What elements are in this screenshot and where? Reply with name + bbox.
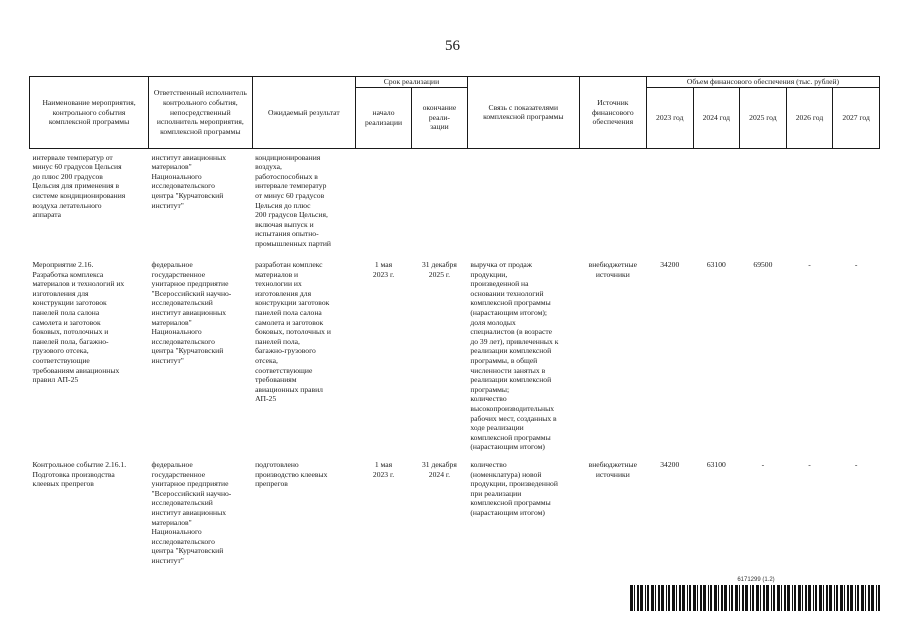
table-row bbox=[30, 456, 880, 570]
row-end: 31 декабря 2025 г. bbox=[422, 260, 457, 279]
row-link bbox=[467, 148, 579, 256]
row-start: 1 мая 2023 г. bbox=[372, 260, 395, 279]
header-year-2026: 2026 год bbox=[786, 87, 833, 148]
row-result: кондиционирования воздуха, работоспособных в интервале температур от минус 60 градусов Цельсия до плюс 200 градусов Цельсия, включая выпуск и испытания опытно- промышленных партий bbox=[255, 152, 331, 248]
row-responsible: федеральное государственное унитарное предприятие "Всероссийский научно- исследовательский институт авиационных материалов" Национального исследовательского центра "Курчатовский институт" bbox=[151, 260, 232, 366]
row-responsible: институт авиационных материалов" Национального исследовательского центра "Курчатовский институт" bbox=[151, 152, 227, 210]
header-year-2025: 2025 год bbox=[740, 87, 787, 148]
row-end: 31 декабря 2024 г. bbox=[422, 459, 457, 479]
header-end: окончание реали- зации bbox=[411, 87, 467, 148]
row-2026: - bbox=[808, 260, 811, 270]
row-2025: 69500 bbox=[753, 260, 773, 270]
header-responsible: Ответственный исполнитель контрольного события, непосредственный исполнитель мероприятия, комплексной программы bbox=[149, 77, 253, 149]
program-table bbox=[29, 76, 880, 570]
row-result: подготовлено производство клеевых препрегов bbox=[255, 459, 328, 489]
row-name: Контрольное событие 2.16.1. Подготовка производства клеевых препрегов bbox=[32, 459, 127, 489]
row-2023 bbox=[646, 148, 693, 256]
table-row bbox=[30, 256, 880, 456]
row-source bbox=[579, 148, 646, 256]
header-result: Ожидаемый результат bbox=[252, 77, 356, 149]
row-name: интервале температур от минус 60 градусов Цельсия до плюс 200 градусов Цельсия для применения в системе кондиционирования воздуха летательного аппарата bbox=[32, 152, 126, 220]
header-link: Связь с показателями комплексной программы bbox=[467, 77, 579, 149]
row-2024 bbox=[693, 148, 740, 256]
row-source: внебюджетные источники bbox=[588, 459, 638, 479]
row-start bbox=[356, 148, 412, 256]
row-name: Мероприятие 2.16. Разработка комплекса материалов и технологий их изготовления для конструкции заготовок панелей пола салона самолета и заготовок боковых, потолочных и панелей пола, багажно- грузового отсека, соответствующие требованиям авиационных правил АП-25 bbox=[32, 260, 125, 385]
header-start: начало реализации bbox=[356, 87, 412, 148]
row-2026: - bbox=[808, 459, 811, 469]
row-2024: 63100 bbox=[706, 260, 726, 270]
row-link: количество (номенклатура) новой продукции, произведенной при реализации комплексной программы (нарастающим итогом) bbox=[470, 459, 558, 517]
table-row bbox=[30, 148, 880, 256]
row-responsible: федеральное государственное унитарное предприятие "Всероссийский научно- исследовательский институт авиационных материалов" Национального исследовательского центра "Курчатовский институт" bbox=[151, 459, 232, 565]
row-source: внебюджетные источники bbox=[588, 260, 638, 279]
header-name: Наименование мероприятия, контрольного события комплексной программы bbox=[30, 77, 149, 149]
page-number: 56 bbox=[445, 38, 460, 54]
row-2024: 63100 bbox=[706, 459, 726, 469]
row-link: выручка от продаж продукции, произведенной на основании технологий комплексной программы (нарастающим итогом); доля молодых специалистов (в возрасте до 39 лет), привлеченных к реализации комплексной программы, в общей численности занятых в реализации комплексной программы; количество высокопроизводительных рабочих мест, созданных в ходе реализации комплексной программы (нарастающим итогом) bbox=[470, 260, 559, 452]
row-2023: 34200 bbox=[660, 260, 680, 270]
header-year-2023: 2023 год bbox=[646, 87, 693, 148]
row-2027: - bbox=[854, 459, 858, 469]
header-year-2027: 2027 год bbox=[833, 87, 880, 148]
row-2026 bbox=[786, 148, 833, 256]
header-source: Источник финансового обеспечения bbox=[579, 77, 646, 149]
header-funding: Объем финансового обеспечения (тыс. рублей) bbox=[646, 77, 879, 88]
row-end bbox=[411, 148, 467, 256]
row-result: разработан комплекс материалов и технологии их изготовления для конструкции заготовок панелей пола салона самолета и заготовок боковых, потолочных и панелей пола, багажно-грузового отсека, соответствующие требованиям авиационных правил АП-25 bbox=[255, 260, 331, 404]
header-year-2024: 2024 год bbox=[693, 87, 740, 148]
header-period: Срок реализации bbox=[356, 77, 468, 88]
row-2027: - bbox=[854, 260, 858, 270]
row-2025 bbox=[740, 148, 787, 256]
row-2027 bbox=[833, 148, 880, 256]
row-2023: 34200 bbox=[660, 459, 680, 469]
row-start: 1 мая 2023 г. bbox=[372, 459, 395, 479]
row-2025: - bbox=[761, 459, 765, 469]
barcode bbox=[630, 585, 882, 611]
barcode-number: 6171299 (1.2) bbox=[737, 577, 775, 583]
